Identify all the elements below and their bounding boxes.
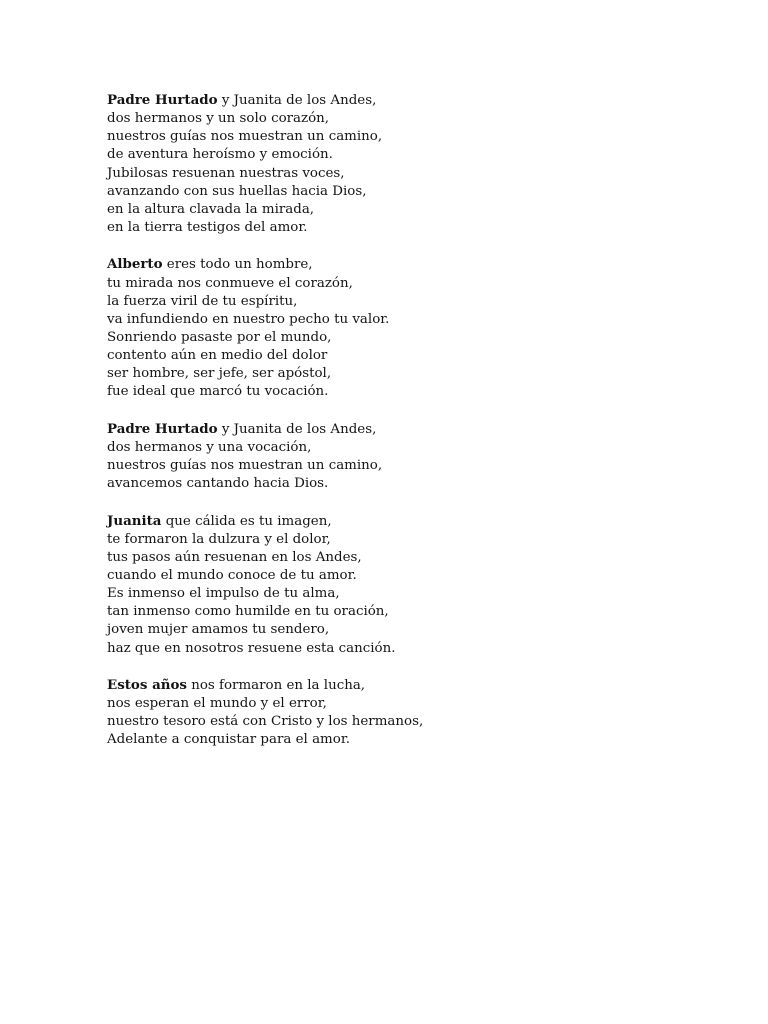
stanza-line: contento aún en medio del dolor bbox=[107, 348, 328, 364]
stanza-line: nuestros guías nos muestran un camino, bbox=[107, 129, 383, 145]
stanza-line: tus pasos aún resuenan en los Andes, bbox=[107, 549, 362, 565]
stanza-line: tu mirada nos conmueve el corazón, bbox=[107, 275, 353, 291]
stanza-line: ser hombre, ser jefe, ser apóstol, bbox=[107, 366, 332, 382]
stanza-line bbox=[107, 91, 667, 110]
line-text: eres todo un hombre, bbox=[162, 257, 313, 273]
stanza-line: va infundiendo en nuestro pecho tu valor. bbox=[107, 311, 390, 327]
stanza-heading-name: Alberto bbox=[107, 256, 163, 273]
stanza-line: fue ideal que marcó tu vocación. bbox=[107, 384, 329, 400]
stanza-line: avanzando con sus huellas hacia Dios, bbox=[107, 183, 367, 199]
stanza-line bbox=[107, 255, 667, 274]
song-lyrics bbox=[107, 91, 667, 768]
stanza-line: nuestros guías nos muestran un camino, bbox=[107, 458, 383, 474]
stanza-line: en la altura clavada la mirada, bbox=[107, 201, 315, 217]
stanza-line: Es inmenso el impulso de tu alma, bbox=[107, 586, 340, 602]
stanza-line: la fuerza viril de tu espíritu, bbox=[107, 293, 298, 309]
stanza-1 bbox=[107, 91, 667, 237]
line-text: que cálida es tu imagen, bbox=[161, 513, 332, 529]
stanza-line: haz que en nosotros resuene esta canción. bbox=[107, 640, 396, 656]
stanza-3 bbox=[107, 420, 667, 494]
stanza-line: Sonriendo pasaste por el mundo, bbox=[107, 330, 332, 346]
stanza-line: nos esperan el mundo y el error, bbox=[107, 696, 327, 712]
stanza-line: Jubilosas resuenan nuestras voces, bbox=[107, 165, 345, 181]
stanza-heading-name: Estos años bbox=[107, 676, 187, 693]
stanza-line: nuestro tesoro está con Cristo y los hermanos, bbox=[107, 714, 424, 730]
stanza-line: te formaron la dulzura y el dolor, bbox=[107, 531, 331, 547]
stanza-line: cuando el mundo conoce de tu amor. bbox=[107, 568, 357, 584]
stanza-line: de aventura heroísmo y emoción. bbox=[107, 147, 333, 163]
line-text: y Juanita de los Andes, bbox=[217, 421, 377, 437]
stanza-line: en la tierra testigos del amor. bbox=[107, 220, 308, 236]
line-text: y Juanita de los Andes, bbox=[217, 93, 377, 108]
stanza-heading-name: Padre Hurtado bbox=[107, 92, 218, 108]
stanza-4 bbox=[107, 512, 667, 658]
stanza-line: dos hermanos y una vocación, bbox=[107, 439, 312, 455]
stanza-5 bbox=[107, 676, 667, 750]
stanza-line: Adelante a conquistar para el amor. bbox=[107, 732, 351, 748]
stanza-heading-name: Juanita bbox=[107, 512, 162, 529]
stanza-line: avancemos cantando hacia Dios. bbox=[107, 476, 329, 492]
stanza-line bbox=[107, 676, 667, 695]
line-text: nos formaron en la lucha, bbox=[186, 677, 366, 693]
stanza-line: joven mujer amamos tu sendero, bbox=[107, 622, 330, 638]
stanza-line: tan inmenso como humilde en tu oración, bbox=[107, 604, 389, 620]
stanza-2 bbox=[107, 255, 667, 401]
stanza-line bbox=[107, 512, 667, 531]
stanza-line: dos hermanos y un solo corazón, bbox=[107, 111, 330, 127]
stanza-line bbox=[107, 420, 667, 439]
stanza-heading-name: Padre Hurtado bbox=[107, 420, 218, 437]
